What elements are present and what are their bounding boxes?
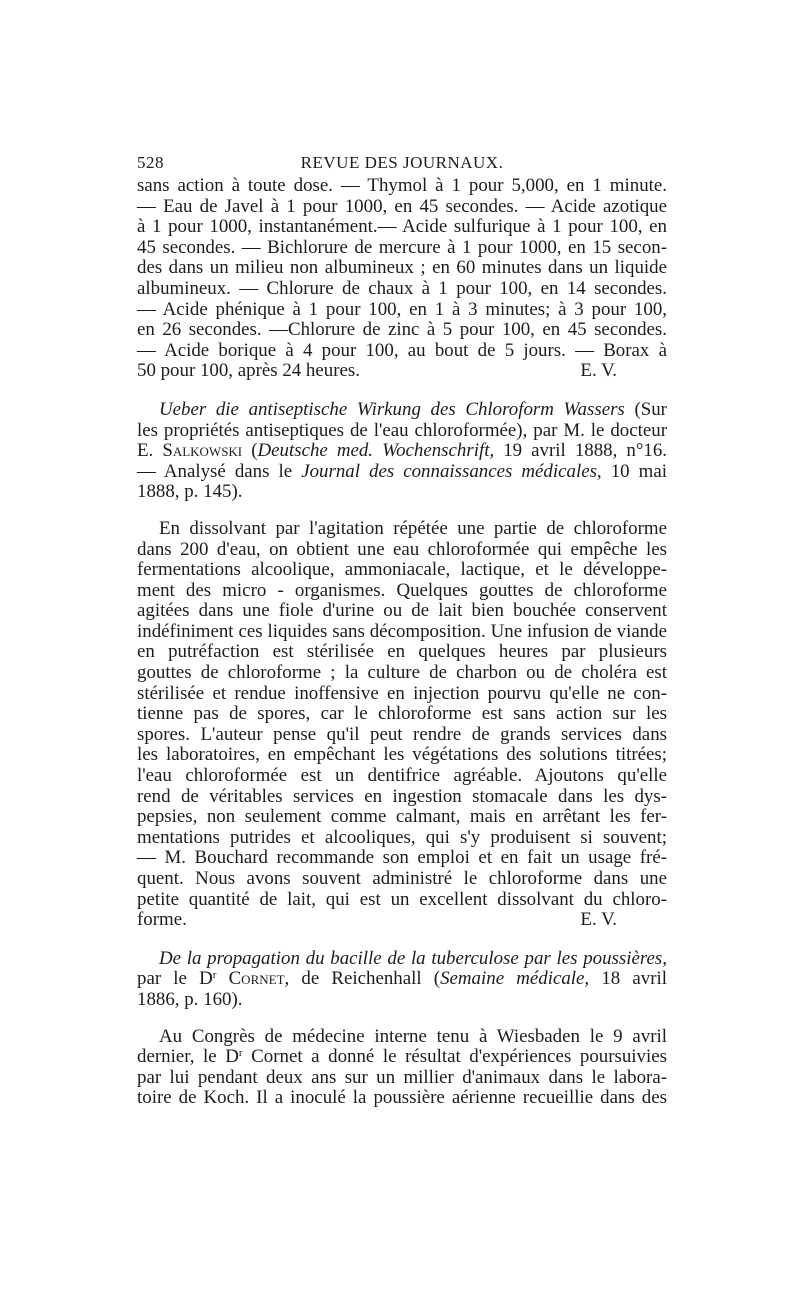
text-line: 50 pour 100, après 24 heures.	[137, 360, 360, 382]
text-line	[137, 1047, 667, 1068]
text-line: sans action à toute dose. — Thymol à 1 pour 5,000, en 1 minute.	[137, 175, 667, 196]
text-line: indéfiniment ces liquides sans décomposition. Une infusion de viande	[137, 620, 667, 642]
text-line: — Acide phénique à 1 pour 100, en 1 à 3 minutes; à 3 pour 100,	[137, 298, 667, 320]
text-fragment: — Analysé dans le	[137, 460, 293, 482]
text-line: 45 secondes. — Bichlorure de mercure à 1 pour 1000, en 15 secon-	[137, 236, 667, 258]
article-title: Ueber die antiseptische Wirkung des Chloroform Wassers	[159, 398, 625, 420]
article-heading	[137, 400, 667, 503]
text-line: en 26 secondes. —Chlorure de zinc à 5 pour 100, en 45 secondes.	[137, 319, 667, 341]
text-line: par lui pendant deux ans sur un millier d'animaux dans le labora-	[137, 1066, 667, 1088]
superscript: r	[238, 1047, 243, 1060]
article-body	[137, 1027, 667, 1109]
article-body	[137, 519, 667, 931]
citation-line	[137, 969, 667, 990]
text-line: 1886, p. 160).	[137, 988, 243, 1010]
running-header	[137, 150, 667, 176]
author-name: Salkowski	[162, 440, 243, 462]
text-line: fermentations alcoolique, ammoniacale, lactique, et le développe-	[137, 559, 667, 581]
text-line: en putréfaction est stérilisée en quelques heures par plusieurs	[137, 641, 667, 663]
text-line: pepsies, non seulement comme calmant, mais en arrêtant les fer-	[137, 806, 667, 828]
text-line: spores. L'auteur pense qu'il peut rendre de grands services dans	[137, 723, 667, 745]
running-title: REVUE DES JOURNAUX.	[300, 153, 504, 172]
text-line: gouttes de chloroforme ; la culture de charbon ou de choléra est	[137, 662, 667, 684]
text-fragment: 10 mai	[610, 460, 667, 482]
journal-name: Journal des connaissances médicales,	[301, 460, 602, 482]
signature: E. V.	[580, 909, 617, 931]
text-line: les laboratoires, en empêchant les végétations des solutions titrées;	[137, 744, 667, 766]
text-line: 1888, p. 145).	[137, 481, 243, 503]
text-line: agitées dans une fiole d'urine ou de lait bien bouchée conservent	[137, 600, 667, 622]
text-line: ment des micro - organismes. Quelques gouttes de chloroforme	[137, 579, 667, 601]
text-line: toire de Koch. Il a inoculé la poussière aérienne recueillie dans des	[137, 1087, 667, 1109]
text-line: albumineux. — Chlorure de chaux à 1 pour 100, en 14 secondes.	[137, 277, 667, 299]
text-line: l'eau chloroformée est un dentifrice agréable. Ajoutons qu'elle	[137, 765, 667, 787]
text-line: mentations putrides et alcooliques, qui s'y produisent si souvent;	[137, 826, 667, 848]
journal-date: 19 avril 1888, n°16.	[503, 440, 667, 462]
text-line: petite quantité de lait, qui est un excellent dissolvant du chloro-	[137, 888, 667, 910]
text-line: — Eau de Javel à 1 pour 1000, en 45 secondes. — Acide azotique	[137, 195, 667, 217]
signature-line	[137, 361, 667, 382]
text-line: dans 200 d'eau, on obtient une eau chloroformée qui empêche les	[137, 538, 667, 560]
article-title: De la propagation du bacille de la tuberculose par les poussières,	[159, 947, 667, 969]
article-title-line	[137, 949, 667, 970]
signature: E. V.	[580, 360, 617, 382]
text-fragment: Cornet a donné le résultat d'expériences poursuivies	[251, 1046, 667, 1068]
author-initial: E.	[137, 440, 154, 462]
citation-line: E. Salkowski (Deutsche med. Wochenschrift, 19 avril 1888, n°16.	[137, 440, 667, 462]
text-line: Au Congrès de médecine interne tenu à Wiesbaden le 9 avril	[159, 1025, 667, 1047]
article-title-line	[137, 400, 667, 421]
text-line: tienne pas de spores, car le chloroforme est sans action sur les	[137, 703, 667, 725]
signature-line	[137, 910, 667, 931]
text-line: à 1 pour 1000, instantanément.— Acide sulfurique à 1 pour 100, en	[137, 216, 667, 238]
text-line: — Acide borique à 4 pour 100, au bout de 5 jours. — Borax à	[137, 339, 667, 361]
citation-line	[137, 462, 667, 483]
continued-review	[137, 176, 667, 382]
text-line: — M. Bouchard recommande son emploi et en fait un usage fré-	[137, 847, 667, 869]
journal-name: Semaine médicale,	[440, 968, 590, 990]
author-name: Cornet	[228, 968, 285, 990]
title-translation-open: (Sur	[634, 398, 667, 420]
text-line: forme.	[137, 909, 187, 931]
page-number: 528	[137, 153, 164, 172]
text-fragment: dernier, le D	[137, 1046, 239, 1068]
superscript: r	[212, 969, 217, 982]
text-line: En dissolvant par l'agitation répétée une partie de chloroforme	[159, 517, 667, 539]
text-line: quent. Nous avons souvent administré le chloroforme dans une	[137, 868, 667, 889]
text-fragment: , de Reichenhall (	[284, 968, 441, 990]
text-line: des dans un milieu non albumineux ; en 60 minutes dans un liquide	[137, 257, 667, 279]
journal-name: Deutsche med. Wochenschrift,	[257, 440, 495, 462]
text-line: rend de véritables services en ingestion stomacale dans les dys-	[137, 785, 667, 807]
article-heading	[137, 949, 667, 1011]
text-line: les propriétés antiseptiques de l'eau chloroformée), par M. le docteur	[137, 419, 667, 441]
text-fragment: par le D	[137, 968, 213, 990]
text-fragment: 18 avril	[601, 968, 668, 990]
page-content	[137, 150, 667, 1109]
text-line: stérilisée et rendue inoffensive en injection pourvu qu'elle ne con-	[137, 682, 667, 704]
